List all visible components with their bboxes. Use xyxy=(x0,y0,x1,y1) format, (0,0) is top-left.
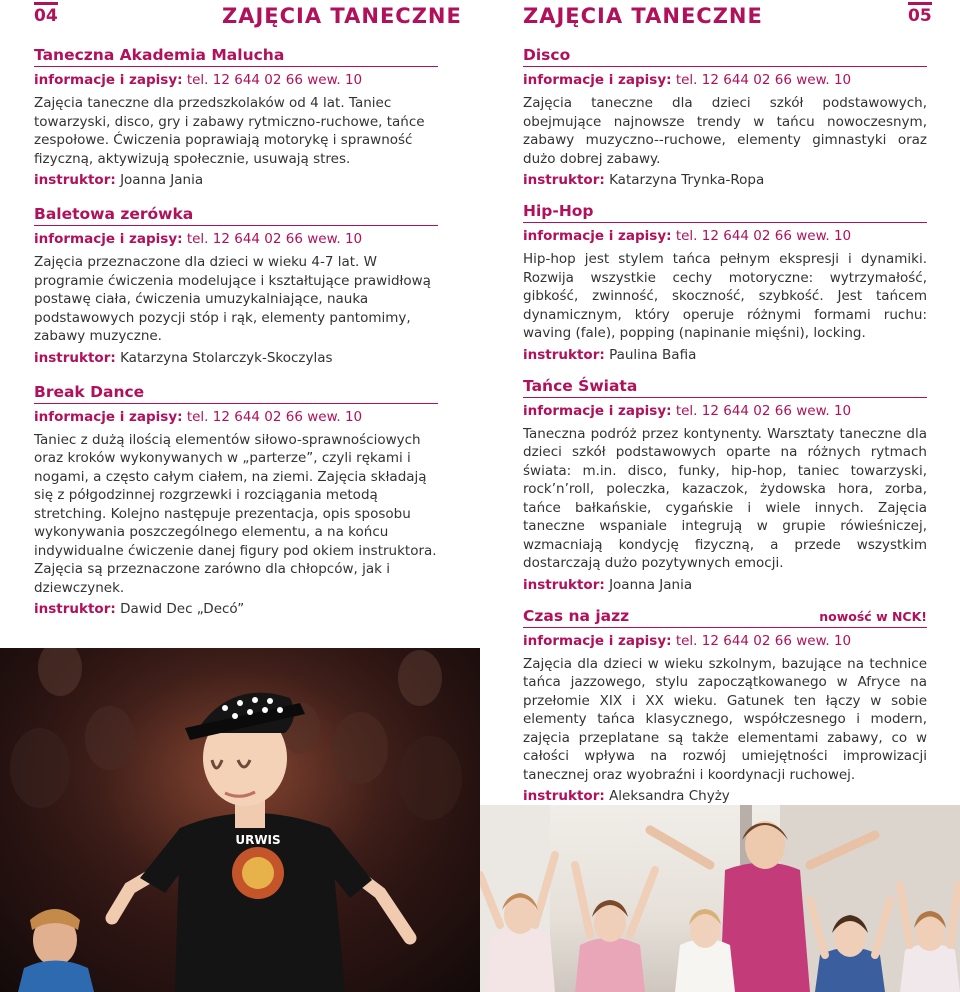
section-title-left: ZAJĘCIA TANECZNE xyxy=(222,4,462,28)
page-number-right: 05 xyxy=(908,6,932,26)
class-description: Hip-hop jest stylem tańca pełnym ekspresji i dynamiki. Rozwija wszystkie cechy motoryczne: wytrzymałość, gibkość, zwinność, skoczność, szybkość. Jest tańcem dynamicznym, który operuje różnymi formami ruchu: waving (fale), popping (napinanie mięśni), locking. xyxy=(523,251,927,341)
instructor xyxy=(523,788,927,804)
contact-info xyxy=(34,409,438,425)
contact-info xyxy=(34,72,438,88)
instructor-name: Joanna Jania xyxy=(120,172,204,188)
photo-breakdance-boy xyxy=(0,648,480,992)
instructor-label: instruktor: xyxy=(523,346,605,363)
shirt-print-text: URWIS xyxy=(235,833,281,847)
class-entry xyxy=(34,46,438,188)
class-title xyxy=(523,377,927,398)
instructor xyxy=(34,601,438,617)
instructor xyxy=(34,172,438,188)
instructor-name: Katarzyna Trynka-Ropa xyxy=(609,172,765,188)
class-title-text: Taneczna Akademia Malucha xyxy=(34,46,285,64)
class-description: Zajęcia taneczne dla przedszkolaków od 4 lat. Taniec towarzyski, disco, gry i zabawy rytmiczno-ruchowe, tańce zespołowe. Ćwiczenia poprawiają motorykę i sprawność fizyczną, aktywizują społecznie, usuwają stres. xyxy=(34,95,425,167)
class-title-text: Czas na jazz xyxy=(523,606,630,625)
class-description: Zajęcia przeznaczone dla dzieci w wieku 4-7 lat. W programie ćwiczenia modelujące i kształtujące prawidłową postawę ciała, ćwiczenia umuzykalniające, nauka podstawowych pozycji stóp i rąk, elementy pantomimy, zabawy muzyczne. xyxy=(34,254,431,344)
instructor-name: Katarzyna Stolarczyk-Skoczylas xyxy=(120,349,333,366)
instructor-name: Joanna Jania xyxy=(609,576,693,593)
instructor-label: instruktor: xyxy=(34,172,116,188)
section-title-right: ZAJĘCIA TANECZNE xyxy=(523,4,763,28)
class-title-text: Disco xyxy=(523,46,571,64)
class-title-text: Tańce Świata xyxy=(523,376,638,395)
class-title xyxy=(523,46,927,67)
contact-info xyxy=(34,231,438,247)
instructor-label: instruktor: xyxy=(523,788,605,804)
contact-label: informacje i zapisy: xyxy=(34,231,183,247)
instructor-name: Aleksandra Chyży xyxy=(609,788,730,804)
contact-value: tel. 12 644 02 66 wew. 10 xyxy=(675,72,852,88)
instructor xyxy=(523,172,927,188)
contact-label: informacje i zapisy: xyxy=(523,228,672,244)
class-description: Taniec z dużą ilością elementów siłowo-sprawnościowych oraz kroków wykonywanych w „parterze”, czyli rękami i nogami, a często całym ciałem, na ziemi. Zajęcia składają się z półgodzinnej rozgrzewki i rozciągania metodą stretching. Kolejno następuje prezentacja, opis sposobu wykonywania poszczególnego elementu, a na końcu indywidualne ćwiczenie danej figury pod okiem instruktora. Zajęcia są przeznaczone zarówno dla chłopców, jak i dziewczynek. xyxy=(34,431,437,596)
contact-info xyxy=(523,633,927,649)
class-title xyxy=(34,205,438,226)
instructor xyxy=(523,577,927,593)
class-entry xyxy=(523,202,927,363)
breakdance-illustration xyxy=(0,648,480,992)
class-entry xyxy=(34,205,438,366)
left-column xyxy=(34,46,438,617)
class-entry xyxy=(34,383,438,618)
page-number-left: 04 xyxy=(34,6,58,26)
contact-info xyxy=(523,403,927,419)
instructor-label: instruktor: xyxy=(34,601,116,617)
contact-info xyxy=(523,72,927,88)
contact-value: tel. 12 644 02 66 wew. 10 xyxy=(675,402,852,419)
class-title-text: Hip-Hop xyxy=(523,202,594,220)
class-description: Zajęcia taneczne dla dzieci szkół podstawowych, obejmujące najnowsze trendy w tańcu nowoczesnym, zabawy muzyczno--ruchowe, elementy gimnastyki oraz dużo dobrej zabawy. xyxy=(523,95,927,167)
class-title-text: Break Dance xyxy=(34,382,145,401)
instructor xyxy=(523,347,927,363)
contact-info xyxy=(523,228,927,244)
contact-value: tel. 12 644 02 66 wew. 10 xyxy=(186,408,363,425)
class-title-text: Baletowa zerówka xyxy=(34,205,194,223)
instructor-label: instruktor: xyxy=(523,576,605,593)
class-title xyxy=(523,607,927,628)
photo-dance-class xyxy=(480,805,960,992)
instructor-name: Paulina Bafia xyxy=(609,346,697,363)
class-title xyxy=(523,202,927,223)
class-description: Taneczna podróż przez kontynenty. Warsztaty taneczne dla dzieci szkół podstawowych oparte na różnych rytmach świata: m.in. disco, funky, hip-hop, taniec towarzyski, rock’n’roll, poleczka, kazaczok, żydowska hora, zorba, tańce bałkańskie, cygańskie i wiele innych. Zajęcia taneczne wspaniale integrują w grupie rówieśniczej, wzmacniają kondycję fizyczną, a przede wszystkim dostarczają dużo pozytywnych emocji. xyxy=(523,425,927,571)
instructor-label: instruktor: xyxy=(523,172,605,188)
class-entry xyxy=(523,46,927,188)
contact-value: tel. 12 644 02 66 wew. 10 xyxy=(186,72,363,88)
contact-label: informacje i zapisy: xyxy=(523,632,672,649)
contact-label: informacje i zapisy: xyxy=(34,72,183,88)
right-column xyxy=(523,46,927,804)
dance-class-illustration xyxy=(480,805,960,992)
class-title xyxy=(34,46,438,67)
contact-label: informacje i zapisy: xyxy=(523,72,672,88)
class-title xyxy=(34,383,438,404)
class-entry xyxy=(523,607,927,805)
instructor xyxy=(34,350,438,366)
contact-value: tel. 12 644 02 66 wew. 10 xyxy=(675,228,852,244)
contact-label: informacje i zapisy: xyxy=(523,402,672,419)
new-badge: nowość w NCK! xyxy=(819,608,927,624)
contact-value: tel. 12 644 02 66 wew. 10 xyxy=(675,632,852,649)
instructor-name: Dawid Dec „Decó” xyxy=(120,601,245,617)
class-description: Zajęcia dla dzieci w wieku szkolnym, bazujące na technice tańca jazzowego, stylu zapoczątkowanego w Afryce na przełomie XIX i XX wieku. Gatunek ten łączy w sobie elementy tańca klasycznego, współczesnego i modern, zajęcia przeplatane są także elementami zabawy, co w całości wpływa na rozwój umiejętności improwizacji tanecznej oraz wyobraźni i koordynacji ruchowej. xyxy=(523,655,927,783)
class-entry xyxy=(523,377,927,593)
contact-label: informacje i zapisy: xyxy=(34,408,183,425)
contact-value: tel. 12 644 02 66 wew. 10 xyxy=(186,231,363,247)
instructor-label: instruktor: xyxy=(34,349,116,366)
